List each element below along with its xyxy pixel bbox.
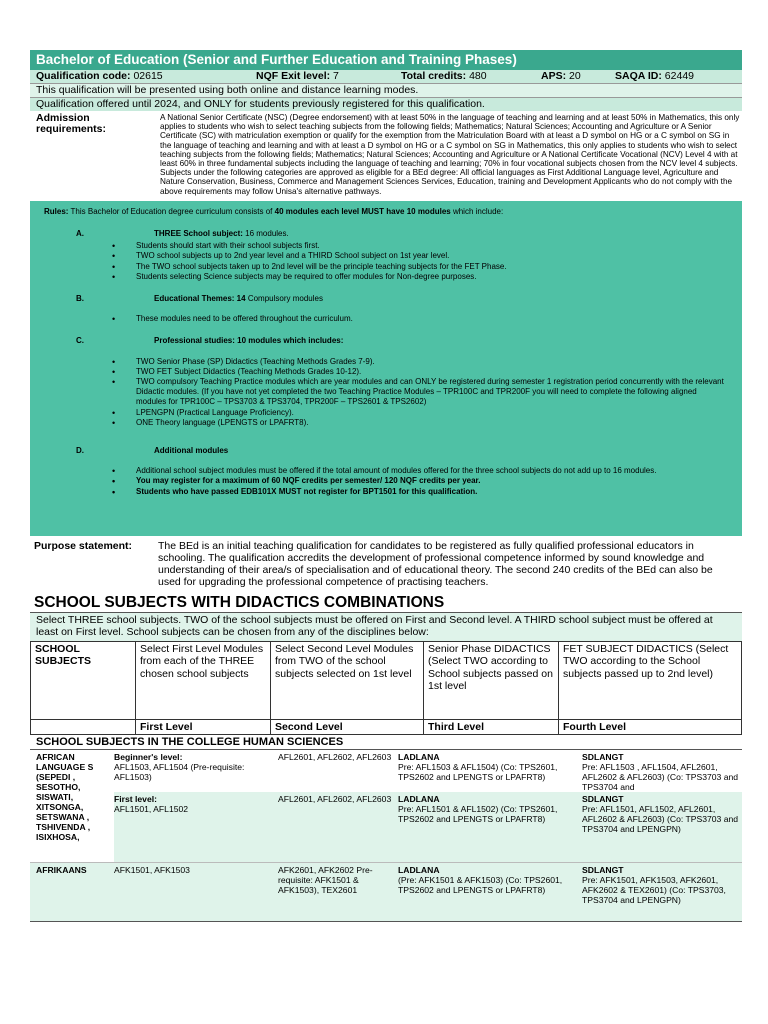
fet-didactics-code: SDLANGT	[582, 794, 624, 805]
saqa-id-label: SAQA ID:	[615, 70, 662, 82]
table-header-cell: SCHOOL SUBJECTS	[31, 641, 136, 719]
rule-section-d	[44, 446, 728, 456]
fet-didactics-requirements: Pre: AFL1501, AFL1502, AFL2601, AFL2602 & AFL2603) (Co: TPS3703 and TPS3704 and LPENGPN)	[582, 804, 739, 835]
list-item: • Students selecting Science subjects may be required to offer modules for Non-degree purposes.	[136, 272, 728, 282]
rule-section-a	[44, 229, 728, 239]
table-header-cell: FET SUBJECT DIDACTICS (Select TWO according to the School subjects passed up to 2nd level)	[559, 641, 742, 719]
purpose-label: Purpose statement:	[34, 539, 133, 552]
rules-label: Rules:	[44, 206, 69, 216]
list-item: • You may register for a maximum of 60 NQF credits per semester/ 120 NQF credits per year.	[136, 476, 728, 486]
table-header-row	[31, 641, 742, 719]
rule-list-b	[44, 314, 728, 324]
purpose-section	[30, 540, 742, 588]
module-list: AFL1501, AFL1502	[114, 804, 189, 815]
rule-head-a-rest: 16 modules.	[245, 229, 289, 239]
list-item: • LPENGPN (Practical Language Proficiency).	[136, 408, 728, 418]
list-item: • TWO compulsory Teaching Practice modules which are year modules and can ONLY be registered during semester 1 registration period concurrently with the relevant Didactic modules. (If you have not yet completed the two Teaching Practice Modules – TPR100C and TPR200F you will need to complete the following aligned modules for TPR100C – TPS3703 & TPS3704, TPR200F – TPS2601 & TPS2602)	[136, 377, 728, 408]
level-label: First level:	[114, 794, 157, 805]
table-row	[114, 792, 742, 862]
level-cell: Fourth Level	[559, 719, 742, 735]
purpose-text: The BEd is an initial teaching qualification for candidates to be registered as fully qualified professional educators in schooling. The qualification accredits the development of professional competence informed by sound knowledge and understanding of their area/s of specialisation and of educational theory. The second 240 credits of the BEd can also be used for upgrading the professional competence of practising teachers.	[158, 539, 713, 588]
second-level-modules: AFL2601, AFL2602, AFL2603	[278, 752, 392, 763]
table-row	[114, 750, 742, 792]
rule-letter-b: B.	[76, 294, 84, 304]
table-header-cell: Senior Phase DIDACTICS (Select TWO according to School subjects passed on 1st level	[424, 641, 559, 719]
rule-list-a	[44, 241, 728, 282]
nqf-level-label: NQF Exit level:	[256, 70, 331, 82]
rule-head-b-rest: Compulsory modules	[247, 294, 323, 304]
rule-head-d: Additional modules	[154, 446, 229, 456]
rule-head-c: Professional studies: 10 modules which includes:	[154, 336, 344, 346]
second-level-modules: AFL2601, AFL2602, AFL2603	[278, 794, 392, 805]
rules-box	[30, 201, 742, 536]
level-cell	[31, 719, 136, 735]
table-header-cell: Select First Level Modules from each of the THREE chosen school subjects	[136, 641, 271, 719]
aps-label: APS:	[541, 70, 567, 82]
rule-head-a: THREE School subject:	[154, 229, 243, 239]
document-title: Bachelor of Education (Senior and Further Education and Training Phases)	[30, 50, 742, 70]
college-heading: SCHOOL SUBJECTS IN THE COLLEGE HUMAN SCIENCES	[30, 735, 742, 750]
rule-letter-a: A.	[76, 229, 84, 239]
level-cell: Third Level	[424, 719, 559, 735]
list-item: • TWO Senior Phase (SP) Didactics (Teaching Methods Grades 7-9).	[136, 357, 728, 367]
rules-intro-text: This Bachelor of Education degree curriculum consists of	[70, 206, 273, 216]
list-item: • TWO school subjects up to 2nd year level and a THIRD School subject on 1st year level.	[136, 251, 728, 261]
qualification-info-row	[30, 70, 742, 83]
sp-didactics-code: LADLANA	[398, 752, 440, 763]
rules-intro-end: which include:	[452, 206, 504, 216]
second-level-modules: AFK2601, AFK2602 Pre- requisite: AFK1501 & AFK1503), TEX2601	[278, 865, 373, 896]
admission-label: Admission requirements:	[36, 112, 107, 135]
list-item: • These modules need to be offered throughout the curriculum.	[136, 314, 728, 324]
fet-didactics-code: SDLANGT	[582, 865, 624, 876]
list-item: • TWO FET Subject Didactics (Teaching Methods Grades 10-12).	[136, 367, 728, 377]
sp-didactics-code: LADLANA	[398, 865, 440, 876]
rule-list-d	[44, 466, 728, 497]
rule-letter-c: C.	[76, 336, 84, 346]
subjects-table	[30, 641, 742, 736]
sp-didactics-requirements: Pre: AFL1503 & AFL1504) (Co: TPS2601, TPS2602 and LPENGTS or LPAFRT8)	[398, 762, 558, 783]
delivery-note: This qualification will be presented using both online and distance learning modes.	[30, 83, 742, 97]
aps-value: 20	[569, 70, 581, 82]
rule-section-b	[44, 294, 728, 304]
list-item: • Additional school subject modules must be offered if the total amount of modules offered for the three school subjects do not add up to 16 modules.	[136, 466, 728, 476]
table-row	[30, 863, 742, 922]
language-block	[30, 750, 742, 863]
qualification-code-label: Qualification code:	[36, 70, 131, 82]
total-credits-label: Total credits:	[401, 70, 467, 82]
module-list: AFK1501, AFK1503	[114, 865, 190, 876]
language-name: AFRICAN LANGUAGE S (SEPEDI , SESOTHO, SISWATI, XITSONGA, SETSWANA , TSHIVENDA , ISIXHOSA,	[30, 750, 114, 862]
subjects-heading: SCHOOL SUBJECTS WITH DIDACTICS COMBINATIONS	[34, 593, 445, 611]
offering-note: Qualification offered until 2024, and ONLY for students previously registered for this qualification.	[30, 97, 742, 111]
admission-section	[30, 111, 742, 196]
level-cell: First Level	[136, 719, 271, 735]
rules-intro-bold: 40 modules each level MUST have 10 modules	[274, 206, 451, 216]
table-header-cell: Select Second Level Modules from TWO of the school subjects selected on 1st level	[271, 641, 424, 719]
sp-didactics-code: LADLANA	[398, 794, 440, 805]
fet-didactics-requirements: Pre: AFK1501, AFK1503, AFK2601, AFK2602 & TEX2601) (Co: TPS3703, TPS3704 and LPENGPN)	[582, 875, 726, 906]
rules-intro	[44, 207, 728, 217]
rule-head-b: Educational Themes: 14	[154, 294, 246, 304]
level-cell: Second Level	[271, 719, 424, 735]
fet-didactics-requirements: Pre: AFL1503 , AFL1504, AFL2601, AFL2602 & AFL2603) (Co: TPS3703 and TPS3704 and	[582, 762, 739, 793]
nqf-level: 7	[333, 70, 339, 82]
subjects-intro: Select THREE school subjects. TWO of the school subjects must be offered on First and Second level. A THIRD school subject must be offered at least on First level. School subjects can be chosen from any of the disciplines below:	[30, 612, 742, 641]
list-item: • ONE Theory language (LPENGTS or LPAFRT8).	[136, 418, 728, 428]
qualification-sheet	[30, 50, 742, 922]
rule-letter-d: D.	[76, 446, 84, 456]
list-item: • The TWO school subjects taken up to 2nd level will be the principle teaching subjects for the FET Phase.	[136, 262, 728, 272]
sp-didactics-requirements: Pre: AFL1501 & AFL1502) (Co: TPS2601, TPS2602 and LPENGTS or LPAFRT8)	[398, 804, 558, 825]
level-label: Beginner's level:	[114, 752, 183, 763]
list-item: • Students should start with their school subjects first.	[136, 241, 728, 251]
saqa-id: 62449	[664, 70, 694, 82]
rule-list-c	[44, 357, 728, 428]
fet-didactics-code: SDLANGT	[582, 752, 624, 763]
subject-name: AFRIKAANS	[36, 865, 87, 876]
list-item: • Students who have passed EDB101X MUST not register for BPT1501 for this qualification.	[136, 487, 728, 497]
sp-didactics-requirements: (Pre: AFK1501 & AFK1503) (Co: TPS2601, TPS2602 and LPENGTS or LPAFRT8)	[398, 875, 563, 896]
module-list: AFL1503, AFL1504 (Pre-requisite: AFL1503)	[114, 762, 245, 783]
admission-text: A National Senior Certificate (NSC) (Degree endorsement) with at least 50% in the language of teaching and learning and at least 50% in Mathematics, this only applies to students who wish to select teaching subjects from the following fields; Mathematics; Natural Sciences; Accounting and Agriculture or A Senior Certificate (SC) with matriculation exemption or qualify for the exemption from the Matriculation Board with at least a D symbol on HG or a C symbol on SG in the language of teaching and learning and with at least a D symbol on HG or a C symbol on SG in Mathematics, this only applies to students who wish to select teaching subjects from the following fields; Mathematics; Natural Sciences; Accounting and Agriculture or A National Certificate Vocational (NCV) Level 4 with at least 60% in three fundamental subjects including the language of teaching and learning; 70% in four vocational subjects chosen from the NCV level 4 subjects. Subjects under the following categories are approved as eligible for a BEd degree: All official languages as First Additional Language level, Agriculture and Nature Conservation, Business, Commerce and Management Sciences Services, Education, training and Development Applicants who do not comply with the above requirements may follow Unisa's alternative pathways.	[160, 113, 740, 196]
qualification-code: 02615	[133, 70, 163, 82]
rule-section-c	[44, 336, 728, 346]
level-row	[31, 719, 742, 735]
total-credits: 480	[469, 70, 487, 82]
